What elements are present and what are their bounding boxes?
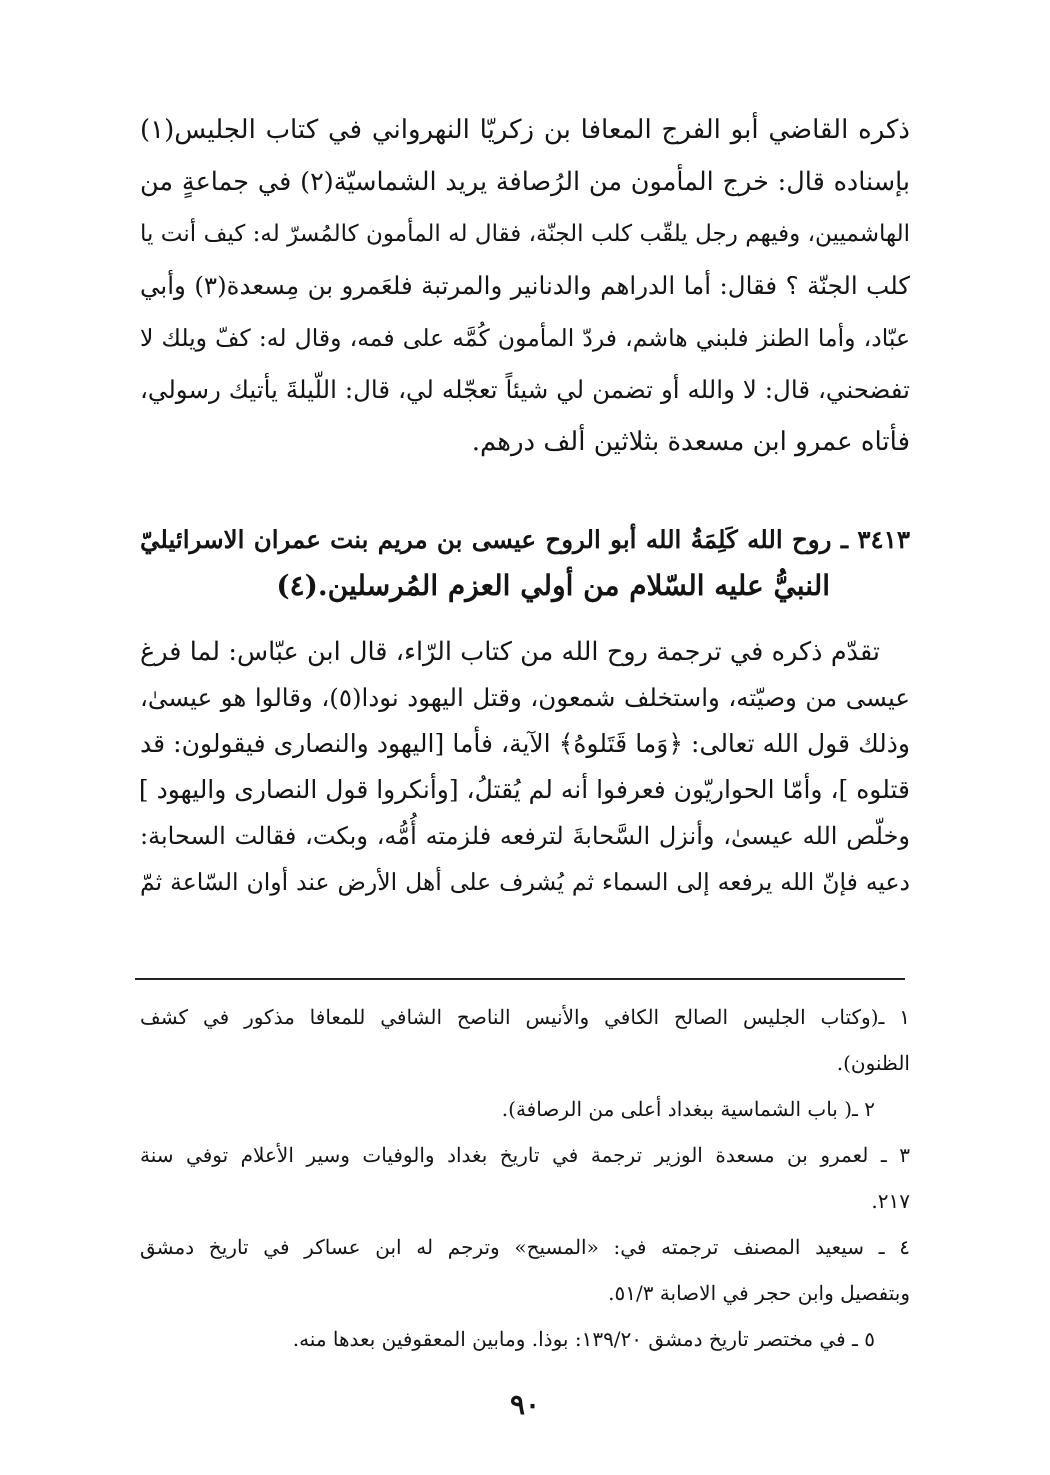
paragraph1-line-5: عبّاد، وأما الطنز فلبني هاشم، فردّ المأمون كُمَّه على فمه، وقال له: كفّ ويلك لا [140, 324, 910, 352]
paragraph2-line-5: وخلّص الله عيسىٰ، وأنزل السَّحابةَ لترفعه فلزمته أُمُّه، وبكت، فقالت السحابة: [140, 822, 910, 850]
entry-heading-line-2: النبيُّ عليه السّلام من أولي العزم المُرسلين.(٤) [276, 569, 830, 602]
paragraph1-line-2: بإسناده قال: خرج المأمون من الرُصافة يريد الشماسيّة(٢) في جماعةٍ من [140, 167, 910, 197]
paragraph2-line-3: وذلك قول الله تعالى: ﴿وَما قَتَلوهُ﴾ الآية، فأما [اليهود والنصارى فيقولون: قد [140, 729, 910, 758]
footnote-3-line-2: ٢١٧. [871, 1189, 910, 1213]
footnote-5: ٥ ـ في مختصر تاريخ دمشق ١٣٩/٢٠: بوذا. ومابين المعقوفين بعدها منه. [292, 1327, 875, 1351]
paragraph2-line-1: تقدّم ذكره في ترجمة روح الله من كتاب الرّاء، قال ابن عبّاس: لما فرغ [140, 637, 880, 667]
paragraph1-line-3: الهاشميين، وفيهم رجل يلقّب كلب الجنّة، فقال له المأمون كالمُسرّ له: كيف أنت يا [140, 221, 910, 247]
paragraph2-line-2: عيسى من وصيّته، واستخلف شمعون، وقتل اليهود نودا(٥)، وقالوا هو عيسىٰ، [140, 683, 910, 712]
entry-heading-line-1: ٣٤١٣ ـ روح الله كَلِمَةُ الله أبو الروح عيسى بن مريم بنت عمران الاسرائيليّ [140, 525, 910, 554]
paragraph1-line-7: فأتاه عمرو ابن مسعدة بثلاثين ألف درهم. [471, 427, 910, 457]
footnote-4-line-2: وبتفصيل وابن حجر في الاصابة ٥١/٣. [608, 1281, 910, 1305]
footnote-1-line-2: الظنون). [836, 1051, 910, 1075]
paragraph2-line-4: قتلوه ]، وأمّا الحواريّون فعرفوا أنه لم يُقتلُ، [وأنكروا قول النصارى واليهود ] [138, 775, 910, 804]
footnote-1-line-1: ١ ـ(وكتاب الجليس الصالح الكافي والأنيس الناصح الشافي للمعافا مذكور في كشف [140, 1005, 910, 1029]
footnote-2: ٢ ـ( باب الشماسية ببغداد أعلى من الرصافة). [501, 1097, 875, 1121]
page-number: ٩٠ [509, 1388, 541, 1421]
paragraph1-line-4: كلب الجنّة ؟ فقال: أما الدراهم والدنانير والمرتبة فلعَمرو بن مِسعدة(٣) وأبي [140, 271, 910, 300]
paragraph1-line-6: تفضحني، قال: لا والله أو تضمن لي شيئاً تعجّله لي، قال: اللّيلةَ يأتيك رسولي، [140, 375, 910, 404]
paragraph1-line-1: ذكره القاضي أبو الفرج المعافا بن زكريّا النهرواني في كتاب الجليس(١) [140, 115, 910, 145]
footnote-3-line-1: ٣ ـ لعمرو بن مسعدة الوزير ترجمة في تاريخ بغداد والوفيات وسير الأعلام توفي سنة [140, 1143, 910, 1167]
footnote-4-line-1: ٤ ـ سيعيد المصنف ترجمته في: «المسيح» وترجم له ابن عساكر في تاريخ دمشق [140, 1235, 910, 1259]
paragraph2-line-6: دعيه فإنّ الله يرفعه إلى السماء ثم يُشرف على أهل الأرض عند أوان السّاعة ثمّ [140, 868, 910, 896]
footnote-separator [135, 978, 905, 980]
